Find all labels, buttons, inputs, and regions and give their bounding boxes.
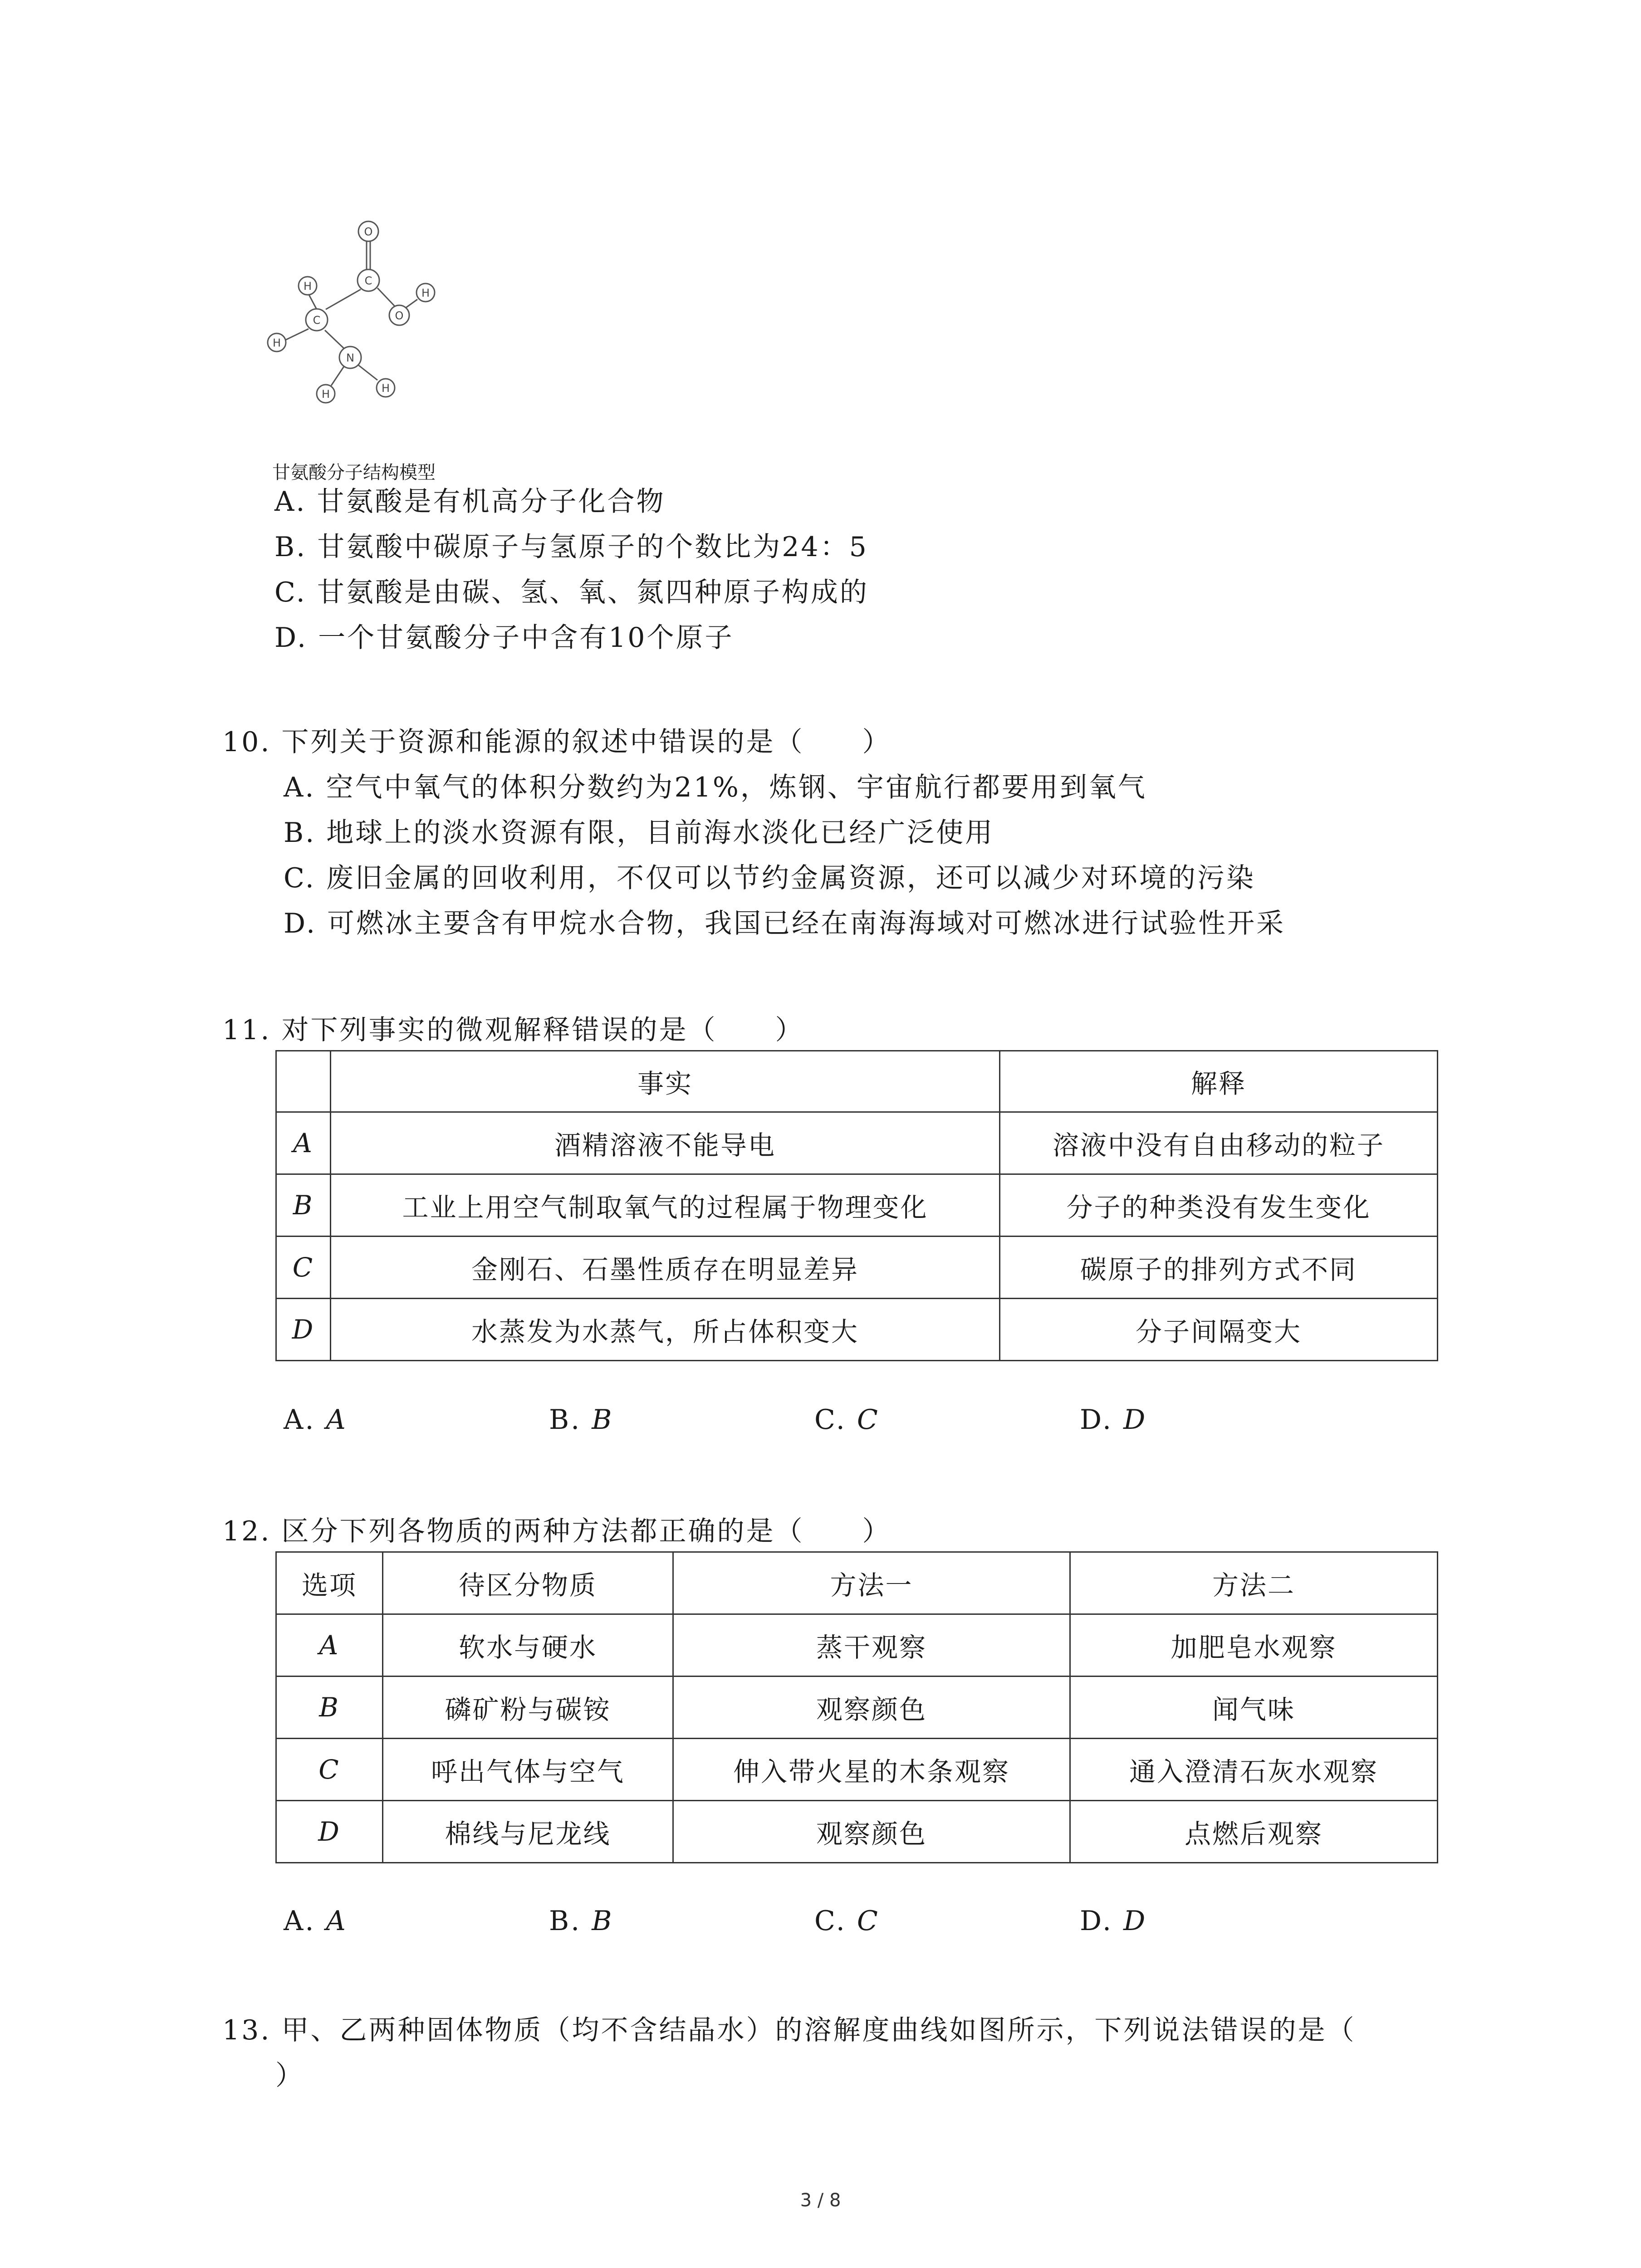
q11-stem: 11. 对下列事实的微观解释错误的是（ ） [222, 1014, 804, 1046]
table-row [276, 1174, 1438, 1237]
molecule-caption: 甘氨酸分子结构模型 [272, 462, 436, 483]
table-header-cell: 事实 [331, 1051, 1000, 1112]
method-one-cell: 观察颜色 [673, 1677, 1070, 1739]
q10-option-c[interactable]: C. 废旧金属的回收利用，不仅可以节约金属资源，还可以减少对环境的污染 [284, 862, 1255, 894]
table-header-row [276, 1552, 1438, 1614]
q12-answer-a[interactable]: A. A [284, 1905, 348, 1937]
option-letter-cell: B [276, 1677, 383, 1739]
q12-stem: 12. 区分下列各物质的两种方法都正确的是（ ） [222, 1515, 892, 1547]
fact-cell: 金刚石、石墨性质存在明显差异 [331, 1237, 1000, 1299]
table-header-cell: 方法二 [1070, 1552, 1438, 1614]
method-one-cell: 观察颜色 [673, 1801, 1070, 1863]
table-row [276, 1739, 1438, 1801]
option-letter-cell: A [276, 1614, 383, 1677]
table-row [276, 1112, 1438, 1174]
q10-option-a[interactable]: A. 空气中氧气的体积分数约为21%，炼钢、宇宙航行都要用到氧气 [284, 772, 1147, 803]
fact-cell: 酒精溶液不能导电 [331, 1112, 1000, 1174]
explanation-cell: 溶液中没有自由移动的粒子 [1000, 1112, 1438, 1174]
table-row [276, 1801, 1438, 1863]
q10-option-b[interactable]: B. 地球上的淡水资源有限，目前海水淡化已经广泛使用 [284, 817, 994, 849]
option-letter-cell: D [276, 1299, 331, 1361]
atom-label: H [381, 382, 390, 395]
option-letter-cell: C [276, 1739, 383, 1801]
q13-stem-continuation: ） [275, 2060, 304, 2092]
q9-option-b[interactable]: B. 甘氨酸中碳原子与氢原子的个数比为24：5 [274, 531, 868, 563]
q11-answer-d[interactable]: D. D [1080, 1404, 1147, 1436]
q9-option-a[interactable]: A. 甘氨酸是有机高分子化合物 [274, 486, 666, 518]
method-one-cell: 伸入带火星的木条观察 [673, 1739, 1070, 1801]
q10-option-d[interactable]: D. 可燃冰主要含有甲烷水合物，我国已经在南海海域对可燃冰进行试验性开采 [284, 908, 1286, 939]
explanation-cell: 碳原子的排列方式不同 [1000, 1237, 1438, 1299]
option-letter-cell: A [276, 1112, 331, 1174]
table-header-cell [276, 1051, 331, 1112]
explanation-cell: 分子的种类没有发生变化 [1000, 1174, 1438, 1237]
table-row [276, 1677, 1438, 1739]
q11-answer-c[interactable]: C. C [814, 1404, 880, 1436]
q13-stem: 13. 甲、乙两种固体物质（均不含结晶水）的溶解度曲线如图所示，下列说法错误的是（ [222, 2014, 1356, 2046]
atom-label: C [364, 274, 372, 287]
table-header-cell: 方法一 [673, 1552, 1070, 1614]
substance-cell: 磷矿粉与碳铵 [383, 1677, 673, 1739]
table-row [276, 1614, 1438, 1677]
q10-stem: 10. 下列关于资源和能源的叙述中错误的是（ ） [222, 726, 892, 758]
atom-label: H [421, 287, 430, 299]
q11-table [275, 1050, 1438, 1361]
q12-answer-c[interactable]: C. C [814, 1905, 880, 1937]
substance-cell: 呼出气体与空气 [383, 1739, 673, 1801]
fact-cell: 水蒸发为水蒸气，所占体积变大 [331, 1299, 1000, 1361]
table-header-cell: 解释 [1000, 1051, 1438, 1112]
q12-table [275, 1551, 1438, 1863]
q9-option-d[interactable]: D. 一个甘氨酸分子中含有10个原子 [274, 622, 734, 654]
table-row [276, 1237, 1438, 1299]
atom-label: C [313, 314, 321, 327]
method-two-cell: 加肥皂水观察 [1070, 1614, 1438, 1677]
atom-label: H [272, 337, 281, 349]
q11-answer-b[interactable]: B. B [549, 1404, 614, 1436]
method-one-cell: 蒸干观察 [673, 1614, 1070, 1677]
substance-cell: 软水与硬水 [383, 1614, 673, 1677]
table-header-row [276, 1051, 1438, 1112]
q12-answer-b[interactable]: B. B [549, 1905, 614, 1937]
atom-label: O [395, 309, 404, 322]
method-two-cell: 点燃后观察 [1070, 1801, 1438, 1863]
table-row [276, 1299, 1438, 1361]
method-two-cell: 闻气味 [1070, 1677, 1438, 1739]
q9-option-c[interactable]: C. 甘氨酸是由碳、氢、氧、氮四种原子构成的 [274, 577, 869, 608]
atom-label: H [321, 388, 330, 401]
table-header-cell: 选项 [276, 1552, 383, 1614]
fact-cell: 工业上用空气制取氧气的过程属于物理变化 [331, 1174, 1000, 1237]
atom-label: N [346, 352, 354, 364]
option-letter-cell: D [276, 1801, 383, 1863]
option-letter-cell: C [276, 1237, 331, 1299]
page-number: 3 / 8 [800, 2190, 841, 2211]
atom-label: H [303, 280, 312, 293]
explanation-cell: 分子间隔变大 [1000, 1299, 1438, 1361]
q12-answer-d[interactable]: D. D [1080, 1905, 1147, 1937]
atom-label: O [364, 225, 373, 238]
method-two-cell: 通入澄清石灰水观察 [1070, 1739, 1438, 1801]
q11-answer-a[interactable]: A. A [284, 1404, 348, 1436]
option-letter-cell: B [276, 1174, 331, 1237]
table-header-cell: 待区分物质 [383, 1552, 673, 1614]
substance-cell: 棉线与尼龙线 [383, 1801, 673, 1863]
